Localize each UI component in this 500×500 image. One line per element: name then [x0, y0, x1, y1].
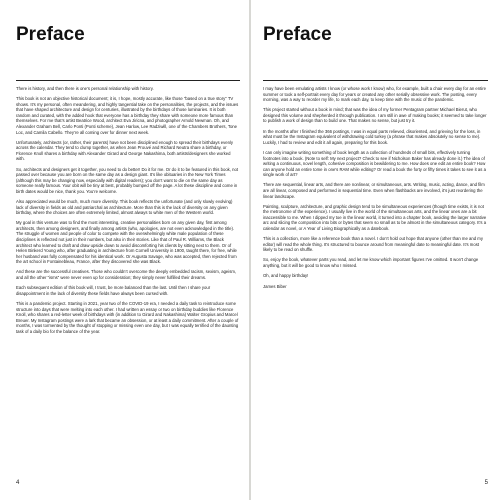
paragraph: This is a collection, more like a reference book than a novel. I don’t hold out hope that anyone (other than me and my editor) will read the whole thing. It’s structured to bounce around from meaningful date to meaningful date. It’s most likely to be read on shuffle.	[263, 236, 483, 253]
paragraph: My goal in this venture was to find the most interesting, creative personalities born on any given day, first among architects, then among designers, and finally among artists (who, apologies, are not even acknowledged in the title). The struggle of women and people of color to compete with the overwhelmingly white male population of these disciplines is reflected not just in their numbers, but also in their stories. Like that of Paul R. Williams, the Black architect who learned to draft and draw upside down to avoid discomforting his clients by sitting next to them. Or of Helen Binkerd Young who, after graduating in architecture from Cornell University in 1900, taught there, for free, while her husband was fully compensated for his identical work. Or Augusta Savage, who was accepted, then rejected from the art school in Fontainebleau, France, after they discovered she was Black.	[16, 220, 237, 265]
title-rule	[263, 80, 488, 81]
paragraph: So, architects and designers get it together, you need to do better! Do it for me. Or do it to be featured in this book, not passed over because you are born on the same day as a design giant. It’s like obituaries in the New York Times (although this may be changing now, especially with digital readers); you don’t want to die on the same day as someone really famous. Your obit will be tiny at best, probably bumped off the page. A lot these discipline and come in birth dates would be nice, thank you. You’re welcome.	[16, 166, 239, 194]
paragraph: This book is not an objective historical document; it is, I hope, mostly accurate, like those “based on a true story” TV shows. It’s my personal, often meandering, and highly tangential take on the personalities, the projects, and the issues that have shaped architecture and design for centuries, illustrated by the birthdays of those luminaries. It is both random and curated, with the added hook that everyone has a birthday they share with someone more famous than themselves. For me that’s artist Beatrice Wood, architect Eva Jiricna, and photographer Arnold Newman. Oh, and Alexander Graham Bell, Carlo Ponti (Ponti scheme), Jean Harlow, Lee Radziwill, one of the Chambers Brothers, Tone Loc, and Camila Cabello. They’re all coming over for dinner next week.	[16, 96, 239, 135]
page-title: Preface	[16, 24, 85, 45]
paragraph: I can only imagine writing something of book length as a collection of hundreds of small bits, effectively turning footnotes into a book. (Note to self: My next project? Check to see if Nicholson Baker has already done it.) The idea of writing a continuous, novel length, cohesive composition is bewildering to me. How does one edit an entire book? How can anyone hold an entire tome in one’s RAM while editing? Or read a book the forty or fifty times it takes to see it as a single work of art?	[263, 149, 486, 178]
paragraph: This is a pandemic project. Starting in 2021, year two of the COVID-19 era, I needed a daily task to reintroduce some structure into days that were melting into each other. I had written an essay or two on birthday buddies like Florence Knoll, who shares a red-letter week of birthdays with (in addition to Girard and Nakashima) Walter Gropius and Marcel Breuer. My Instagram postings were a lark that became an obsession, or at least a daily commitment. After a couple of months, I was tormented by the thought of stopping or missing even one day, but I was equally terrified of the daunting task of a daily bio for the balance of the year.	[16, 301, 239, 334]
page-number: 4	[16, 480, 20, 486]
paragraph: And these are the successful creatives. Those who couldn’t overcome the deeply embedded racism, sexism, ageism, and all the other “isms” were never even up for consideration; they simply never fulfilled their dreams.	[16, 269, 237, 280]
paragraph: There is history, and then there is one’s personal relationship with history.	[16, 86, 154, 91]
title-rule	[16, 80, 240, 81]
paragraph: So, enjoy the book, whatever parts you read, and let me know which important figures I’ve omitted. It won’t change anything, but it will be good to know who I missed.	[263, 257, 479, 269]
paragraph: Unfortunately, architects (or, rather, their parents) have not been disciplined enough to spread their birthdays evenly across the calendar. They tend to clump together, as when Jean Prouvé and Richard Neutra share a birthday, or Florence Knoll shares a birthday with Alexander Girard and George Nakashima, both artists/designers she worked with.	[16, 139, 234, 162]
page-title: Preface	[263, 24, 332, 45]
paragraph: This project started without a book in mind; that was the idea of my former Pentagram partner Michael Bierut, who designed this volume and shepherded it through publication. I am still in awe of making books; it seemed to take longer to publish a work of design than to build one. That makes no sense, but just try it.	[263, 107, 487, 124]
body-text	[263, 86, 488, 289]
signature: James Biber	[263, 283, 287, 289]
paragraph: There are sequential, linear arts, and there are nonlinear, or simultaneous, arts. Writing, music, acting, dance, and film are all linear, composed and performed in sequential time. Even when flashbacks are involved, it’s just reordering the linear landscape.	[263, 182, 485, 199]
body-text	[16, 86, 240, 334]
page-number: 5	[484, 480, 488, 486]
paragraph: Each subsequent edition of this book will, I trust, be more balanced than the last. Until then I share your disappointment in the lack of diversity these fields have always been cursed with.	[16, 285, 211, 296]
paragraph: I may have been emulating artists I know (or whose work I know) who, for example, built a chair every day for an entire summer or took a self-portrait every day for years or created any other serially obsessive work. The posting, every morning, was a way to reorder my life, to mark each day, to keep time with the music of the pandemic.	[263, 86, 486, 103]
paragraph: Oh, and happy birthday!	[263, 273, 309, 279]
right-page	[250, 0, 500, 500]
paragraph: Painting, sculpture, architecture, and graphic design tend to be simultaneous experiences (though time exists, it is not the metronome of the experience). I usually live in the world of the simultaneous arts, and the linear ones are a bit inaccessible to me. When I dipped my toe in the linear world, it turned into a chapter book, avoiding the larger narrative arc and slicing the composition into bits or bytes that seem so small as to be almost in the simultaneous category. It’s a calendar as novel, or A Year of Living Biographically as a datebook.	[263, 203, 487, 231]
paragraph: Also appreciated would be much, much more diversity. This book reflects the unfortunate (and only slowly evolving) lack of diversity in fields as old and patriarchal as architecture. More than this is the lack of diversity on any given birthday, where the choices are often extremely limited, almost always to white men of the Western world.	[16, 199, 233, 216]
paragraph: In the months after I finished the 366 postings, I was in equal parts relieved, disoriented, and grieving for the loss, in what must be the Instagram equivalent of withdrawing cold turkey (a phrase that makes absolutely no sense to me). Luckily, I had to review and edit it all again, preparing for this book.	[263, 128, 481, 145]
